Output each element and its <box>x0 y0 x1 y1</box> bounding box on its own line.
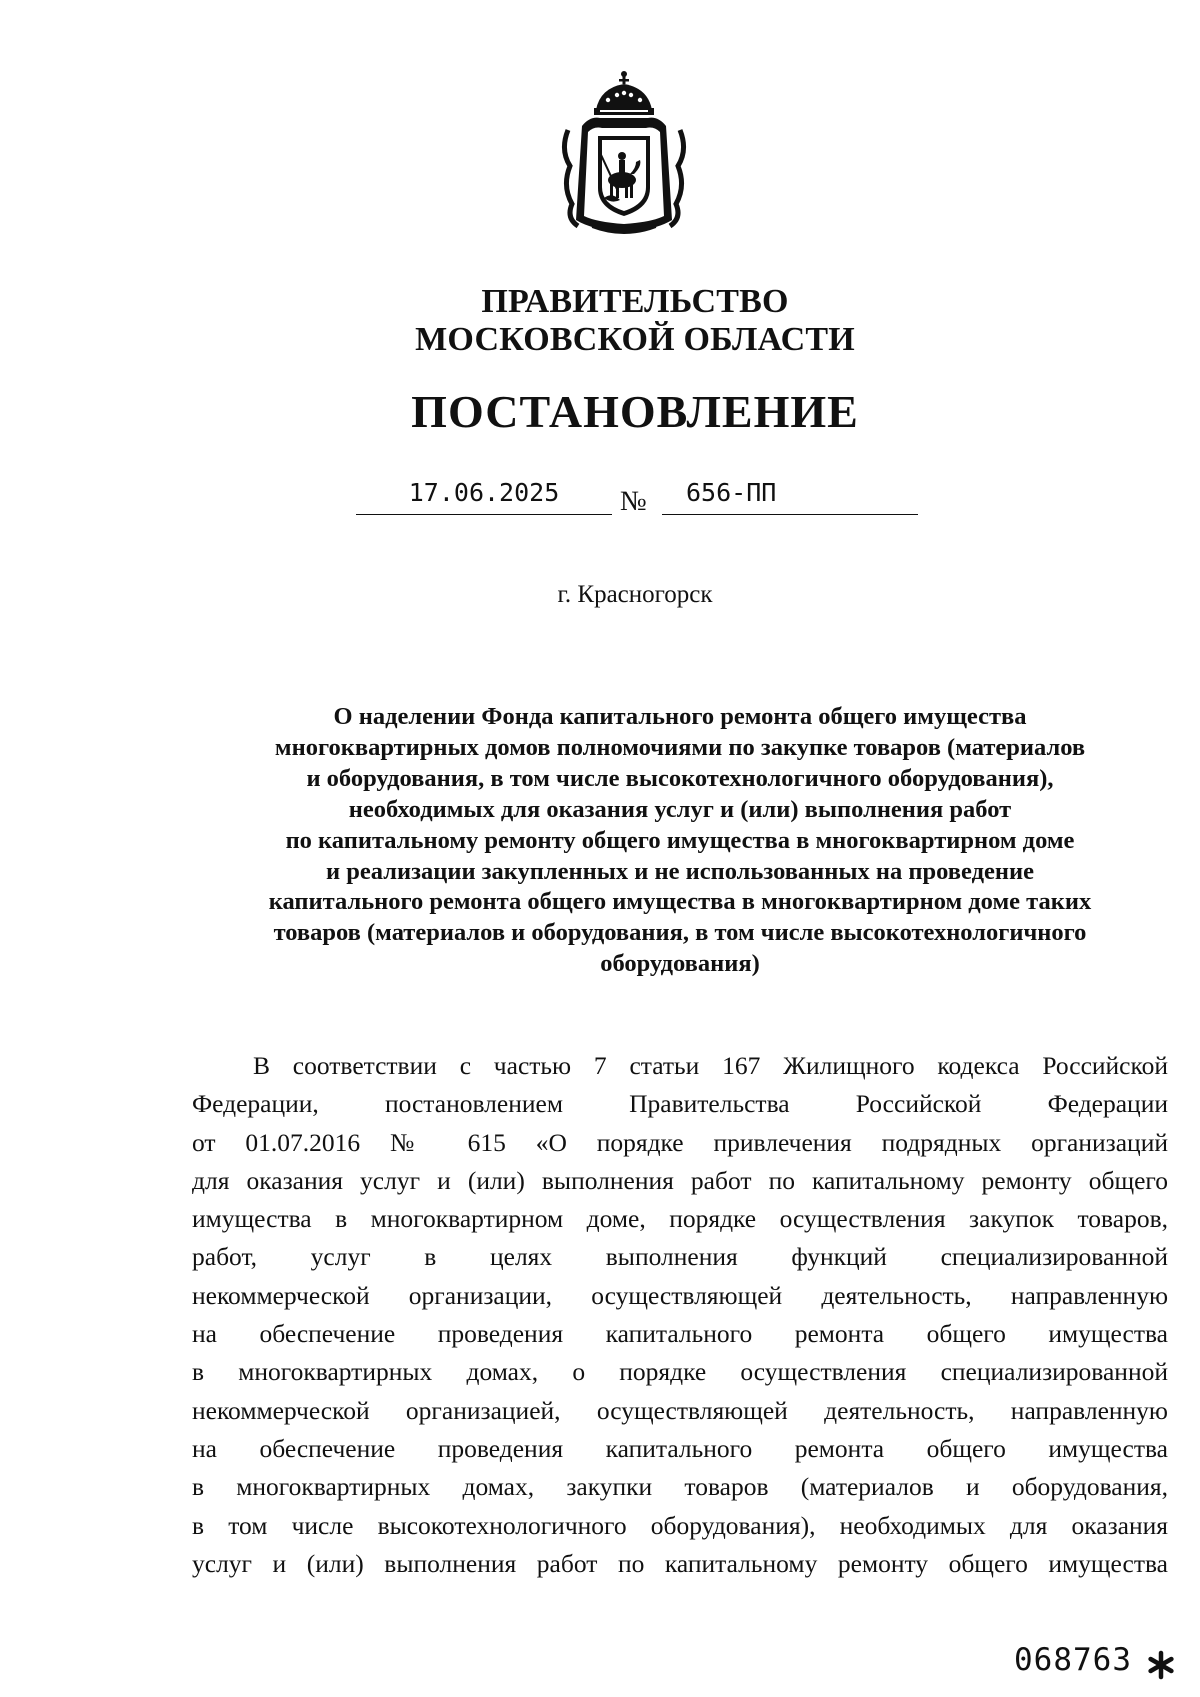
body-line: Федерации, постановлением Правительства Российской Федерации <box>192 1089 1168 1119</box>
document-number: 656-ПП <box>686 478 777 507</box>
title-line: по капитальному ремонту общего имущества в многоквартирном доме <box>285 826 1075 854</box>
organization-name-line-2: МОСКОВСКОЙ ОБЛАСТИ <box>415 321 855 358</box>
document-city: г. Красногорск <box>557 581 713 608</box>
body-line: работ, услуг в целях выполнения функций специализированной <box>192 1242 1168 1272</box>
date-number-row <box>0 476 1200 526</box>
title-line: О наделении Фонда капитального ремонта общего имущества <box>333 703 1027 730</box>
number-underline <box>662 514 918 515</box>
number-sign: № <box>620 486 647 517</box>
body-line: в многоквартирных домах, о порядке осуществления специализированной <box>192 1357 1168 1387</box>
body-line: В соответствии с частью 7 статьи 167 Жилищного кодекса Российской <box>253 1051 1168 1080</box>
body-paragraph <box>192 1047 1168 1583</box>
title-line: оборудования) <box>600 950 760 978</box>
body-line: некоммерческой организацией, осуществляющей деятельность, направленную <box>192 1395 1168 1425</box>
body-line: в том числе высокотехнологичного оборудования), необходимых для оказания <box>192 1510 1168 1540</box>
asterisk-mark-icon <box>1146 1650 1176 1680</box>
body-line: от 01.07.2016 № 615 «О порядке привлечения подрядных организаций <box>192 1127 1168 1157</box>
body-line: имущества в многоквартирном доме, порядке осуществления закупок товаров, <box>192 1204 1168 1234</box>
serial-number: 068763 <box>1014 1642 1132 1678</box>
title-line: и оборудования, в том числе высокотехнологичного оборудования), <box>306 764 1054 792</box>
organization-name-line-1: ПРАВИТЕЛЬСТВО <box>481 283 789 320</box>
body-line: для оказания услуг и (или) выполнения работ по капитальному ремонту общего <box>192 1165 1168 1195</box>
title-line: многоквартирных домов полномочиями по закупке товаров (материалов <box>274 733 1086 761</box>
title-line: необходимых для оказания услуг и (или) выполнения работ <box>348 795 1012 823</box>
body-line: на обеспечение проведения капитального ремонта общего имущества <box>192 1433 1168 1463</box>
document-date: 17.06.2025 <box>408 478 560 507</box>
body-line: услуг и (или) выполнения работ по капитальному ремонту общего имущества <box>192 1548 1168 1578</box>
title-line: капитального ремонта общего имущества в многоквартирном доме таких <box>268 888 1092 916</box>
document-subject-title <box>190 702 1170 980</box>
coat-of-arms-icon <box>560 70 688 238</box>
title-line: товаров (материалов и оборудования, в том числе высокотехнологичного <box>273 919 1087 947</box>
date-underline <box>356 514 612 515</box>
document-type-title: ПОСТАНОВЛЕНИЕ <box>411 386 859 437</box>
body-line: в многоквартирных домах, закупки товаров (материалов и оборудования, <box>192 1472 1168 1502</box>
body-line: на обеспечение проведения капитального ремонта общего имущества <box>192 1319 1168 1349</box>
title-line: и реализации закупленных и не использованных на проведение <box>326 857 1034 885</box>
body-line: некоммерческой организации, осуществляющей деятельность, направленную <box>192 1280 1168 1310</box>
